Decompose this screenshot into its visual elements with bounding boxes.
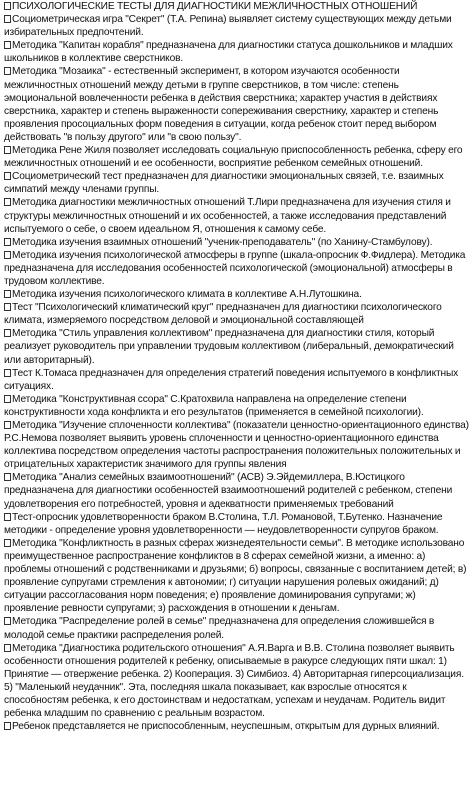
bullet-marker-icon — [4, 172, 11, 180]
bullet-marker-icon — [4, 290, 11, 298]
bullet-marker-icon — [4, 146, 11, 154]
bullet-marker-icon — [4, 303, 11, 311]
paragraph: Методика диагностики межличностных отношений Т.Лири предназначена для изучения стиля и структуры межличностных отношений и их особенностей, а также исследования представлений испытуемого о себе, о своем идеальном Я, отношения к самому себе. — [4, 197, 451, 235]
bullet-marker-icon — [4, 251, 11, 259]
paragraph: Методика "Капитан корабля" предназначена для диагностики статуса дошкольников и младших школьников в коллективе сверстников. — [4, 40, 453, 65]
paragraph: Методика изучения психологической атмосферы в группе (шкала-опросник Ф.Фидлера). Методика предназначена для исследования особенностей психологической (эмоциональной) атмосферы в трудовом коллективе. — [4, 249, 466, 287]
bullet-marker-icon — [4, 473, 11, 481]
bullet-marker-icon — [4, 513, 11, 521]
bullet-marker-icon — [4, 329, 11, 337]
paragraph: Социометрическая игра "Секрет" (Т.А. Репина) выявляет систему существующих между детьми избирательных предпочтений. — [4, 14, 452, 39]
bullet-marker-icon — [4, 539, 11, 547]
paragraph: Тест К.Томаса предназначен для определения стратегий поведения испытуемого в конфликтных ситуациях. — [4, 367, 459, 392]
document-title: ПСИХОЛОГИЧЕСКИЕ ТЕСТЫ ДЛЯ ДИАГНОСТИКИ МЕЖЛИЧНОСТНЫХ ОТНОШЕНИЙ — [4, 0, 470, 13]
paragraph: Методика Рене Жиля позволяет исследовать социальную приспособленность ребенка, сферу его межличностных отношений и ее особенности, восприятие ребенком семейных отношений. — [4, 145, 463, 170]
paragraph: Методика "Стиль управления коллективом" предназначена для диагностики стиля, который реализует руководитель при управлении трудовым коллективом (либеральный, демократический или авторитарный). — [4, 328, 454, 366]
bullet-marker-icon — [4, 15, 11, 23]
paragraph: Методика "Конструктивная ссора" С.Кратохвила направлена на определение степени конструктивности хода конфликта и его результатов (применяется в семейной психологии). — [4, 393, 424, 418]
paragraph: Методика "Мозаика" - естественный эксперимент, в котором изучаются особенности межличностных отношений между детьми в группе сверстников, в том числе: степень эмоциональной вовлеченности ребенка в действия сверстника; характер участия в действиях сверстника, характер и степень выраженности сопереживания сверстнику, характер и степень проявления просоциальных форм поведения в ситуации, когда ребенок стоит перед выбором действовать "в пользу другого" или "в свою пользу". — [4, 66, 439, 143]
paragraph: Методика "Диагностика родительского отношения" А.Я.Варга и В.В. Столина позволяет выявить особенности отношения родителей к ребенку, описываемые в ракурсе следующих пяти шкал: 1) Принятие — отвержение ребенка. 2) Кооперация. 3) Симбиоз. 4) Авторитарная гиперсоциализация. 5) "Маленький неудачник". Эта, последняя шкала показывает, как взрослые относятся к способностям ребенка, к его достоинствам и недостаткам, успехам и неудачам. Родитель видит ребенка младшим по сравнению с реальным возрастом. — [4, 642, 464, 720]
bullet-marker-icon — [4, 198, 11, 206]
bullet-marker-icon — [4, 67, 11, 75]
bullet-marker-icon — [4, 421, 11, 429]
bullet-marker-icon — [4, 617, 11, 625]
bullet-marker-icon — [4, 41, 11, 49]
paragraph: Методика "Конфликтность в разных сферах жизнедеятельности семьи". В методике использовано преимущественное распространение конфликтов в 8 сферах семейной жизни, а именно: а) проблемы отношений с родственниками и друзьями; б) вопросы, связанные с воспитанием детей; в) проявление супругами стремления к автономии; г) ситуации нарушения ролевых ожиданий; д) ситуации рассогласования норм поведения; е) проявление доминирования супругами; ж) проявление ревности супругами; з) расхождения в отношении к деньгам. — [4, 537, 467, 615]
bullet-marker-icon — [4, 2, 11, 10]
bullet-marker-icon — [4, 722, 11, 730]
paragraph: Тест-опросник удовлетворенности браком В.Столина, Т.Л. Романовой, Т.Бутенко. Назначение методики - определение уровня удовлетворенности — неудовлетворенности супругов браком. — [4, 511, 443, 536]
paragraph: Методика "Изучение сплоченности коллектива" (показатели ценностно-ориентационного единства) Р.С.Немова позволяет выявить уровень сплоченности и ценностно-ориентационного единства коллектива посредством определения частоты распространения положительных положительных и отрицательных характеристик значимого для группы явления — [4, 420, 469, 471]
paragraph: Социометрический тест предназначен для диагностики эмоциональных связей, т.е. взаимных симпатий между членами группы. — [4, 171, 444, 196]
bullet-marker-icon — [4, 644, 11, 652]
paragraph: Методика изучения психологического климата в коллективе А.Н.Лутошкина. — [4, 288, 470, 301]
paragraph: Методика изучения взаимных отношений "ученик-преподаватель" (по Ханину-Стамбулову). — [4, 236, 470, 249]
paragraph: Тест "Психологический климатический круг" предназначен для диагностики психологического климата, измеряемого посредством деловой и эмоциональной составляющей — [4, 302, 442, 327]
bullet-marker-icon — [4, 369, 11, 377]
bullet-marker-icon — [4, 395, 11, 403]
paragraph: Методика "Анализ семейных взаимоотношений" (АСВ) Э.Эйдемиллера, В.Юстицкого предназначена для диагностики особенностей взаимоотношений родителей с ребенком, степени удовлетворения его потребностей, уровня и адекватности применяемых требований — [4, 472, 453, 510]
paragraph: Методика "Распределение ролей в семье" предназначена для определения сложившейся в молодой семье практики распределения ролей. — [4, 616, 435, 641]
paragraph: Ребенок представляется не приспособленным, неуспешным, открытым для дурных влияний. — [4, 720, 470, 733]
bullet-marker-icon — [4, 238, 11, 246]
